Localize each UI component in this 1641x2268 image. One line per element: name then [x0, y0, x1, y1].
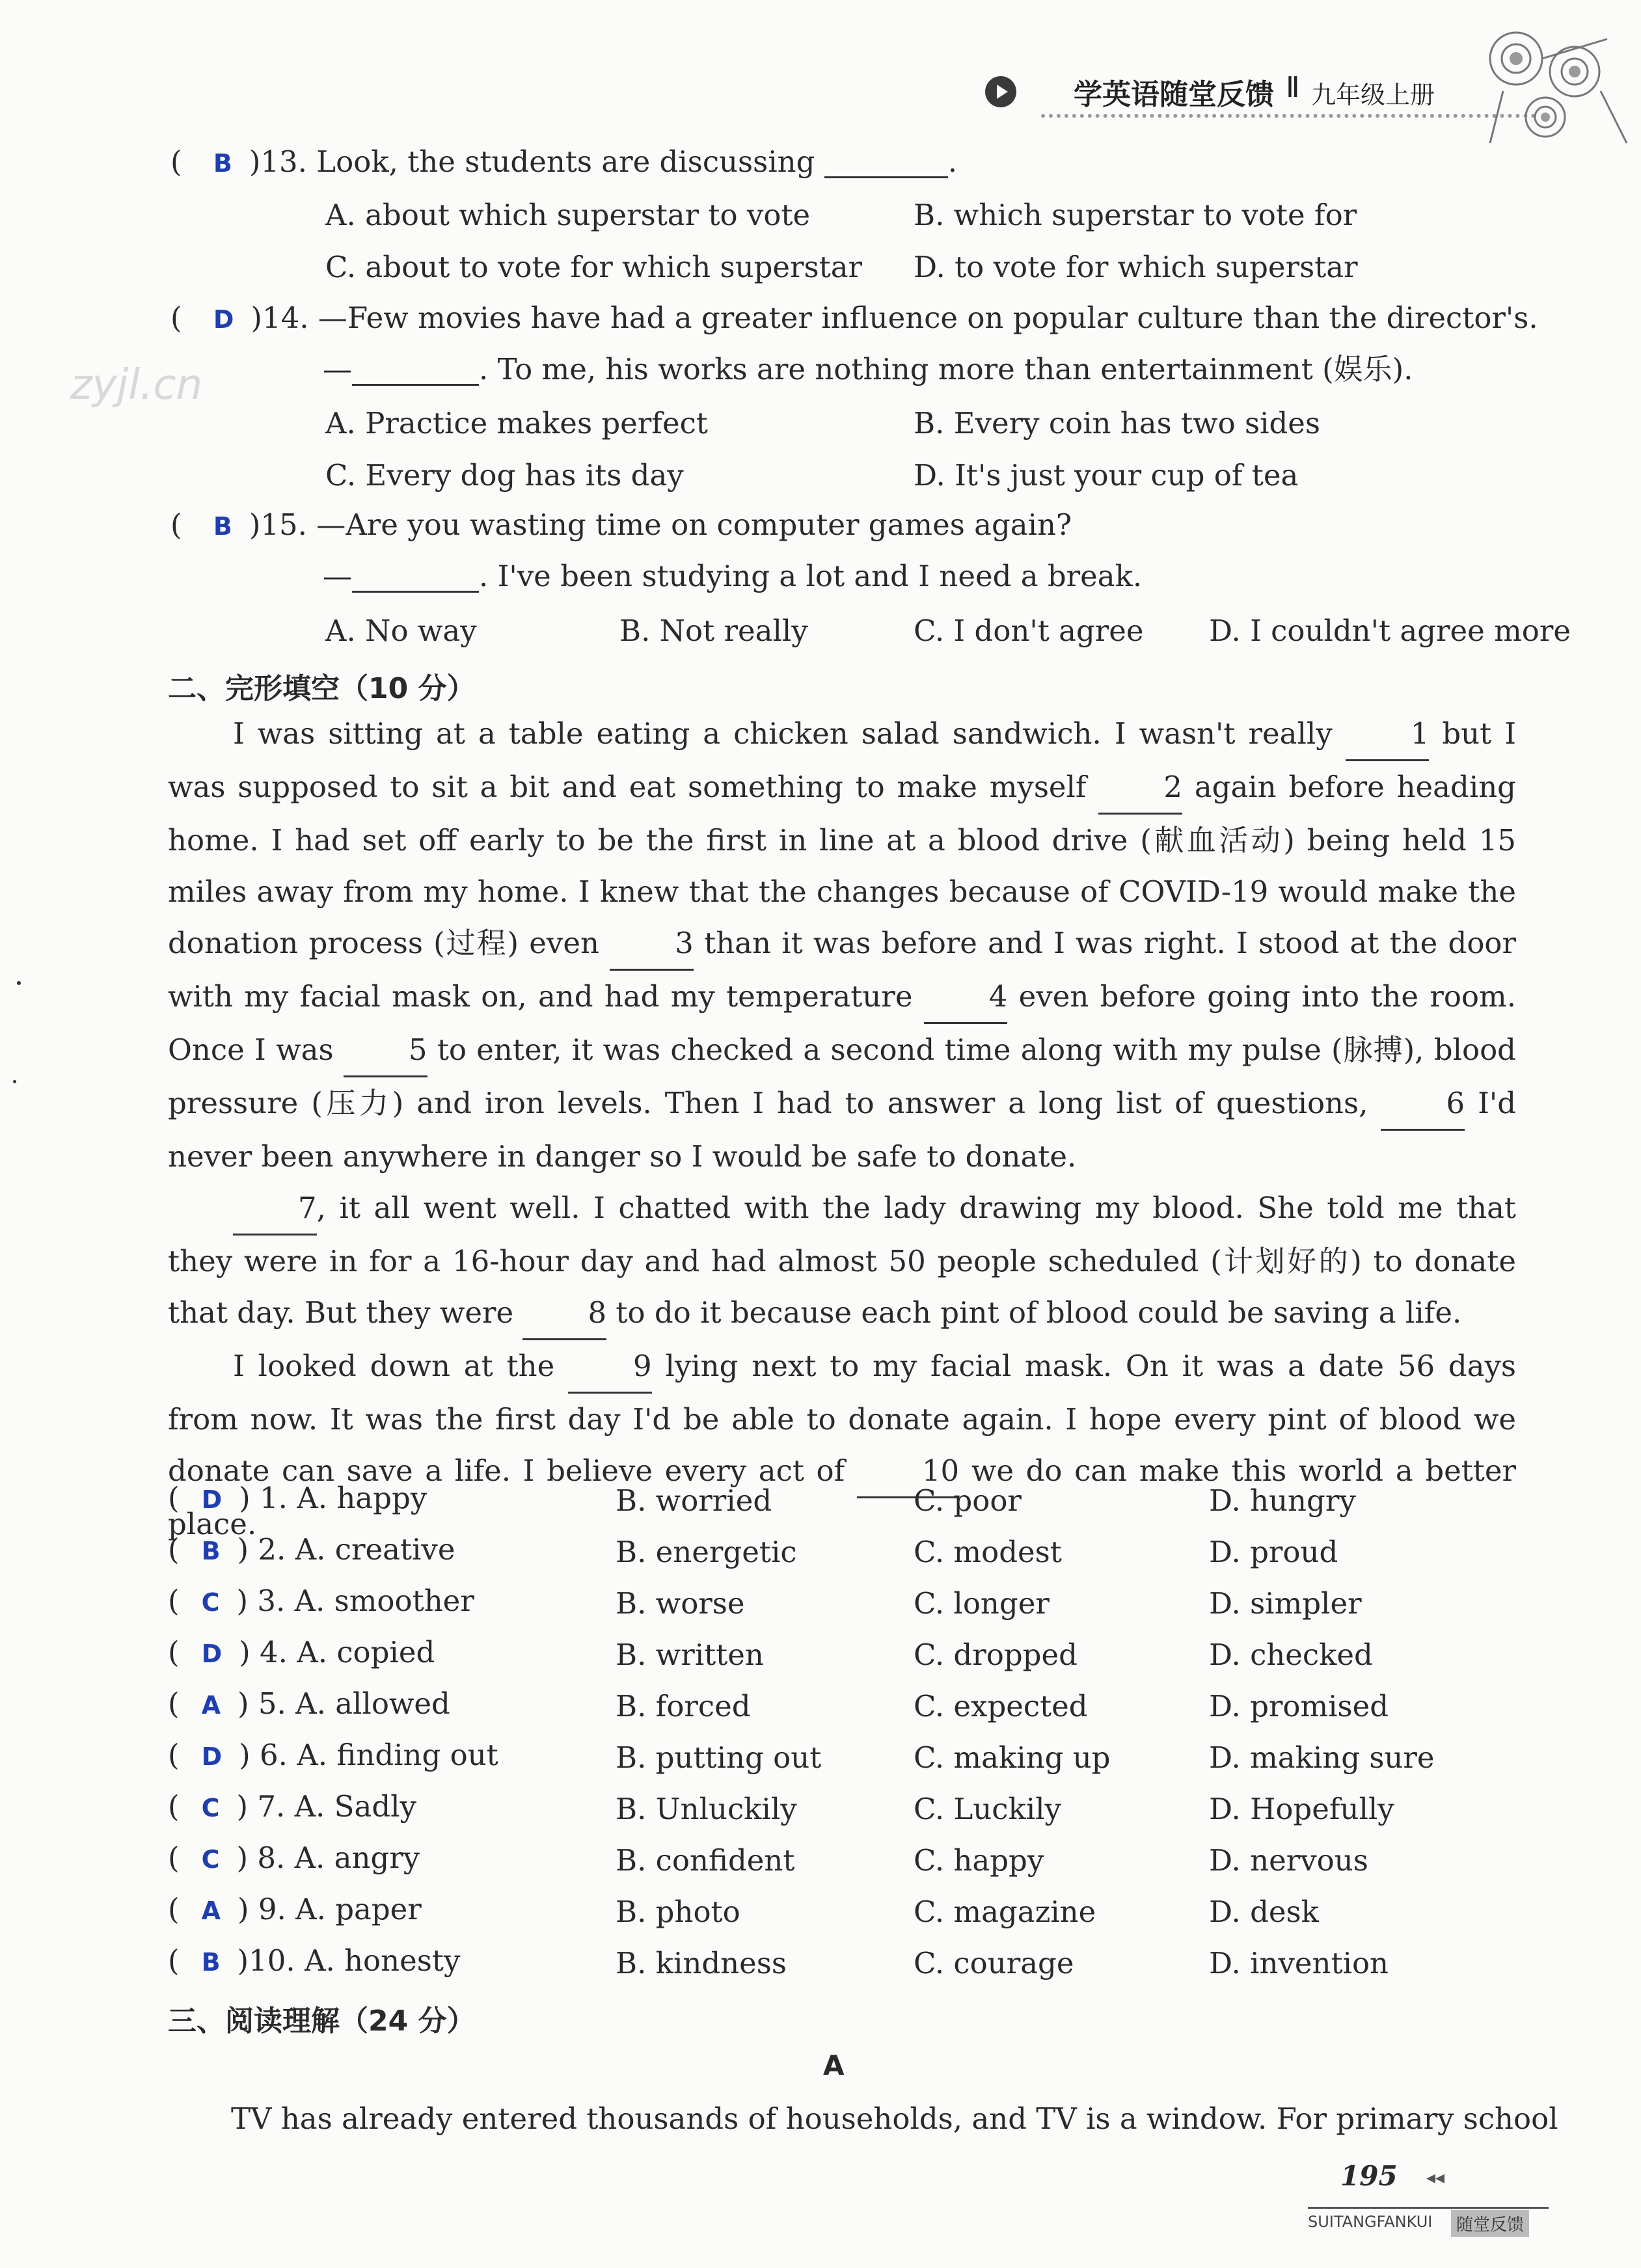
option-d: D. hungry — [1209, 1483, 1356, 1518]
option-c: C. modest — [914, 1535, 1062, 1569]
play-icon — [984, 75, 1018, 109]
answer-blank[interactable] — [824, 147, 948, 178]
option-b: B. kindness — [616, 1946, 787, 1980]
option-c: C. happy — [914, 1843, 1044, 1878]
cloze-question-4: ( D ) 4. A. copied — [168, 1635, 435, 1669]
page-number: 195 — [1340, 2160, 1398, 2192]
reading-first-line: TV has already entered thousands of households, and TV is a window. For primary school — [231, 2101, 1558, 2136]
option-a: A. No way — [325, 614, 477, 648]
cloze-question-8: ( C ) 8. A. angry — [168, 1841, 420, 1875]
footer-brand-text: SUITANGFANKUI — [1308, 2213, 1433, 2231]
cloze-paragraph-2: 7, it all went well. I chatted with the lady drawing my blood. She told me that they were in for a 16-hour day and had almost 50 people scheduled (计划好的) to donate that day. But they were 8 to do it because each pint of blood could be saving a life. — [168, 1182, 1516, 1340]
question-number: )14. — [251, 301, 309, 335]
option-c: C. Luckily — [914, 1792, 1061, 1826]
option-b: B. Not really — [619, 614, 808, 648]
option-c: C. about to vote for which superstar — [325, 250, 863, 284]
cloze-question-9: ( A ) 9. A. paper — [168, 1892, 422, 1926]
cloze-passage — [168, 708, 1516, 1550]
paren-open: ( — [168, 1481, 180, 1515]
cloze-question-5: ( A ) 5. A. allowed — [168, 1686, 450, 1721]
question-number: )13. — [249, 144, 307, 179]
cloze-blank-6[interactable]: 6 — [1381, 1077, 1465, 1131]
cloze-blank-8[interactable]: 8 — [522, 1287, 606, 1340]
option-c: C. making up — [914, 1740, 1111, 1775]
option-b: B. putting out — [616, 1740, 822, 1775]
cloze-paragraph-1: I was sitting at a table eating a chicken salad sandwich. I wasn't really 1 but I was supposed to sit a bit and eat something to make myself 2 again before heading home. I had set off early to be the first in line at a blood drive (献血活动) being held 15 miles away from my home. I knew that the changes because of COVID-19 would make the donation process (过程) even 3 than it was before and I was right. I stood at the door with my facial mask on, and had my temperature 4 even before going into the room. Once I was 5 to enter, it was checked a second time along with my pulse (脉搏), blood pressure (压力) and iron levels. Then I had to answer a long list of questions, 6 I'd never been anywhere in danger so I would be safe to donate. — [168, 708, 1516, 1182]
answer: D — [213, 305, 234, 334]
option-d: D. checked — [1209, 1638, 1373, 1672]
margin-dot — [13, 1080, 16, 1083]
option-d: D. nervous — [1209, 1843, 1368, 1878]
answer-blank[interactable] — [352, 355, 479, 386]
option-d: D. proud — [1209, 1535, 1338, 1569]
margin-dot — [17, 981, 21, 985]
option-b: B. written — [616, 1638, 764, 1672]
answer: D — [201, 1742, 223, 1771]
answer: A — [201, 1897, 221, 1925]
answer: A — [201, 1691, 221, 1720]
answer: C — [201, 1845, 220, 1874]
cloze-blank-7[interactable]: 7 — [233, 1182, 317, 1235]
cloze-blank-5[interactable]: 5 — [344, 1024, 427, 1077]
option-c: C. expected — [914, 1689, 1088, 1723]
option-d: D. I couldn't agree more — [1209, 614, 1571, 648]
header-title: 学英语随堂反馈 — [1074, 78, 1274, 111]
question-stem: Look, the students are discussing — [316, 144, 815, 179]
cloze-blank-4[interactable]: 4 — [924, 971, 1008, 1024]
option-b: B. confident — [616, 1843, 795, 1878]
option-b: B. worse — [616, 1586, 745, 1621]
cloze-blank-2[interactable]: 2 — [1098, 761, 1182, 815]
section-2-title: 二、完形填空（10 分） — [168, 672, 476, 705]
option-b: B. which superstar to vote for — [914, 198, 1357, 232]
option-b: B. Every coin has two sides — [914, 406, 1321, 440]
answer: C — [201, 1588, 220, 1617]
question-15-reply: — . I've been studying a lot and I need a break. — [323, 559, 1143, 593]
option-b: B. forced — [616, 1689, 751, 1723]
option-d: D. invention — [1209, 1946, 1389, 1980]
cloze-blank-3[interactable]: 3 — [610, 917, 694, 971]
option-d: D. promised — [1209, 1689, 1389, 1723]
option-c: C. courage — [914, 1946, 1074, 1980]
cloze-blank-9[interactable]: 9 — [568, 1340, 652, 1394]
option-d: D. to vote for which superstar — [914, 250, 1358, 284]
answer: B — [201, 1537, 221, 1565]
option-d: D. simpler — [1209, 1586, 1362, 1621]
passage-label: A — [823, 2049, 845, 2081]
question-stem: —Few movies have had a greater influence on popular culture than the director's. — [318, 301, 1538, 335]
option-b: B. energetic — [616, 1535, 797, 1569]
option-d: D. It's just your cup of tea — [914, 458, 1299, 493]
option-c: C. dropped — [914, 1638, 1078, 1672]
answer: D — [201, 1485, 223, 1514]
option-d: D. making sure — [1209, 1740, 1435, 1775]
option-c: C. Every dog has its day — [325, 458, 684, 493]
cloze-question-3: ( C ) 3. A. smoother — [168, 1584, 474, 1618]
cloze-paragraph-3: I looked down at the 9 lying next to my facial mask. On it was a date 56 days from now. It was the first day I'd be able to donate again. I hope every pint of blood we donate can save a life. I believe every act of 10 we do can make this world a better place. — [168, 1340, 1516, 1550]
section-3-title: 三、阅读理解（24 分） — [168, 2005, 476, 2038]
answer-blank[interactable] — [352, 561, 479, 593]
answer: B — [213, 512, 232, 541]
option-c: C. poor — [914, 1483, 1022, 1518]
header — [976, 62, 1562, 140]
answer: C — [201, 1794, 220, 1822]
option-b: B. photo — [616, 1895, 740, 1929]
header-dotted-rule — [1041, 114, 1536, 118]
header-separator: Ⅱ — [1286, 71, 1300, 104]
cloze-question-10: ( B )10. A. honesty — [168, 1943, 461, 1978]
cloze-question-7: ( C ) 7. A. Sadly — [168, 1789, 416, 1824]
sunflower-decoration-icon — [1477, 13, 1633, 163]
option-a: A. Practice makes perfect — [325, 406, 708, 440]
option-a: A. about which superstar to vote — [325, 198, 811, 232]
answer: B — [213, 149, 232, 178]
question-number: )15. — [249, 507, 307, 542]
question-15: ( B )15. —Are you wasting time on computer games again? — [170, 507, 1072, 542]
footer-arrows-icon: ◂◂ — [1426, 2167, 1445, 2188]
footer-brand-cn: 随堂反馈 — [1451, 2210, 1529, 2237]
paren-open: ( — [170, 144, 182, 179]
cloze-blank-1[interactable]: 1 — [1346, 708, 1430, 761]
option-d: D. desk — [1209, 1895, 1319, 1929]
option-c: C. I don't agree — [914, 614, 1144, 648]
cloze-blank-10[interactable]: 10 — [857, 1445, 959, 1498]
option-b: B. Unluckily — [616, 1792, 797, 1826]
answer: B — [201, 1948, 221, 1977]
question-14: ( D )14. —Few movies have had a greater influence on popular culture than the director's. — [170, 301, 1538, 335]
question-13: ( B )13. Look, the students are discussing . — [170, 144, 958, 179]
question-14-reply: — . To me, his works are nothing more than entertainment (娱乐). — [323, 352, 1413, 386]
option-d: D. Hopefully — [1209, 1792, 1394, 1826]
answer: D — [201, 1640, 223, 1668]
cloze-question-6: ( D ) 6. A. finding out — [168, 1738, 498, 1772]
question-stem: —Are you wasting time on computer games again? — [316, 507, 1072, 542]
option-c: C. longer — [914, 1586, 1050, 1621]
option-c: C. magazine — [914, 1895, 1096, 1929]
watermark: zyjl.cn — [70, 361, 203, 409]
cloze-question-2: ( B ) 2. A. creative — [168, 1532, 455, 1567]
header-subtitle: 九年级上册 — [1311, 81, 1435, 109]
cloze-question-1: ( D ) 1. A. happy — [168, 1481, 427, 1515]
footer-brand — [1308, 2207, 1549, 2236]
option-b: B. worried — [616, 1483, 772, 1518]
